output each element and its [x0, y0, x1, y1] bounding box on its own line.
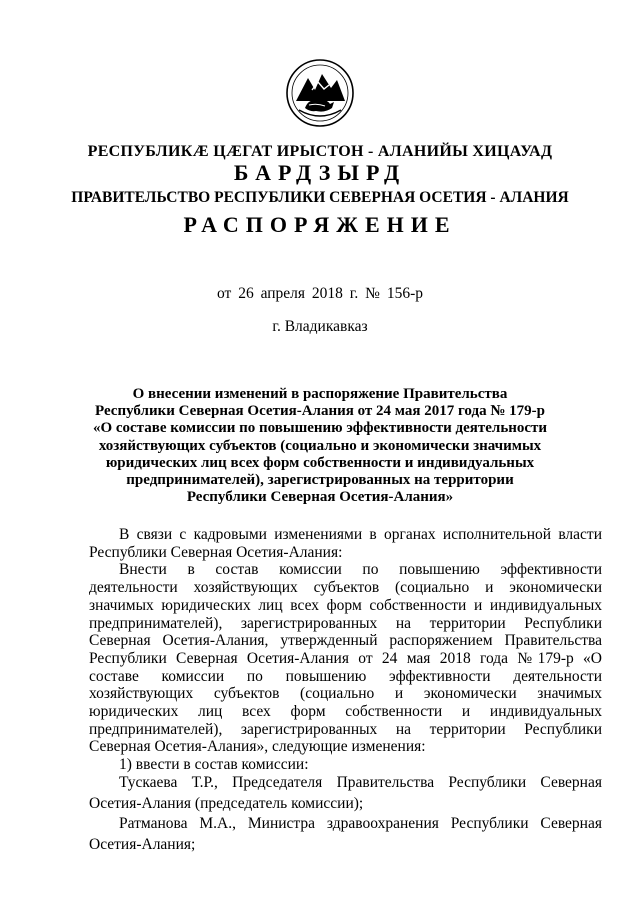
document-city: г. Владикавказ [272, 318, 368, 335]
title-line: предпринимателей), зарегистрированных на территории [126, 472, 514, 489]
russian-document-type: РАСПОРЯЖЕНИЕ [183, 212, 457, 237]
ossetian-government-name: РЕСПУБЛИКÆ ЦÆГАТ ИРЫСТОН - АЛАНИЙЫ ХИЦАУАД [87, 143, 553, 160]
title-line: хозяйствующих субъектов (социально и экономически значимых [98, 437, 542, 454]
body-line: Осетия-Алания; [89, 835, 196, 853]
ossetian-document-type: БАРДЗЫРД [233, 160, 407, 185]
title-line: Республики Северная Осетия-Алания от 24 мая 2017 года № 179-р [95, 403, 545, 420]
document-title [60, 386, 580, 506]
body-line: значимых юридических лиц всех форм собственности и индивидуальных [89, 596, 602, 614]
coat-of-arms-emblem [285, 58, 355, 128]
body-line: 1) ввести в состав комиссии: [119, 756, 309, 774]
body-line: Республики Северная Осетия-Алания от 24 мая 2018 года №179-р «О [89, 649, 602, 667]
body-line: Северная Осетия-Алания, утвержденный распоряжением Правительства [89, 632, 602, 650]
title-line: Республики Северная Осетия-Алания» [186, 489, 454, 506]
title-line: О внесении изменений в распоряжение Правительства [132, 386, 508, 402]
body-line: предпринимателей), зарегистрированных на территории Республики [89, 614, 602, 632]
body-line: Северная Осетия-Алания», следующие изменения: [89, 738, 426, 756]
body-line: Внести в состав комиссии по повышению эффективности [119, 561, 602, 579]
document-date-number: от 26 апреля 2018 г. № 156-р [217, 285, 423, 302]
body-line: Тускаева Т.Р., Председателя Правительства Республики Северная [119, 773, 602, 791]
russian-government-name: ПРАВИТЕЛЬСТВО РЕСПУБЛИКИ СЕВЕРНАЯ ОСЕТИЯ - АЛАНИЯ [71, 189, 569, 206]
body-line: В связи с кадровыми изменениями в органах исполнительной власти [119, 526, 602, 543]
body-line: Ратманова М.А., Министра здравоохранения Республики Северная [119, 815, 602, 833]
body-line: Республики Северная Осетия-Алания: [89, 543, 343, 561]
body-line: хозяйствующих субъектов (социально и экономически значимых [89, 685, 602, 703]
body-line: составе комиссии по повышению эффективности деятельности [89, 667, 602, 685]
document-body [89, 526, 602, 854]
body-line: Осетия-Алания (председатель комиссии); [89, 794, 364, 812]
body-line: предпринимателей), зарегистрированных на территории Республики [89, 720, 602, 738]
body-line: деятельности хозяйствующих субъектов (социально и экономически [89, 579, 602, 597]
title-line: юридических лиц всех форм собственности и индивидуальных [105, 454, 535, 471]
title-line: «О составе комиссии по повышению эффективности деятельности [92, 420, 548, 437]
body-line: юридических лиц всех форм собственности и индивидуальных [89, 703, 602, 721]
